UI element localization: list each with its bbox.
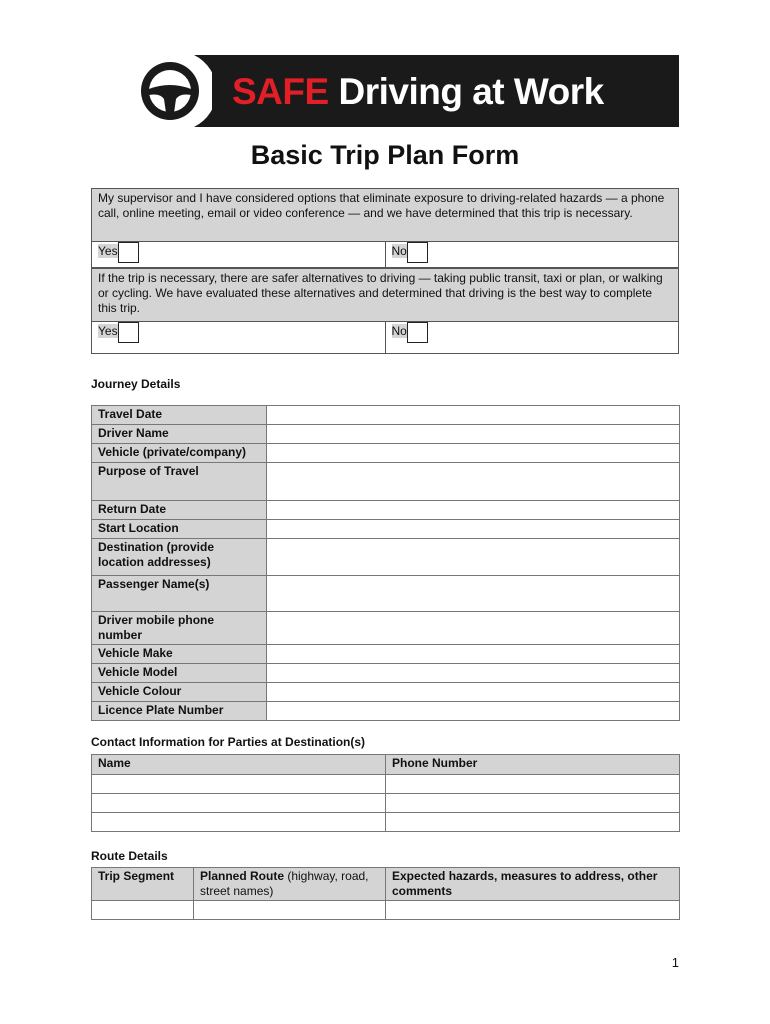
route-table bbox=[91, 867, 680, 920]
passengers-input[interactable] bbox=[267, 576, 680, 612]
table-row bbox=[92, 463, 680, 501]
q1-yes bbox=[92, 242, 385, 267]
mobile-phone-input[interactable] bbox=[267, 612, 680, 645]
contact-phone-input[interactable] bbox=[386, 794, 680, 813]
question-1-text: My supervisor and I have considered options that eliminate exposure to driving-related hazards — a phone call, online meeting, email or video conference — and we have determined that this trip is necessary. bbox=[92, 189, 678, 242]
field-label: Return Date bbox=[92, 501, 267, 520]
table-row bbox=[92, 683, 680, 702]
table-row bbox=[92, 645, 680, 664]
col-phone-header: Phone Number bbox=[386, 755, 680, 775]
col-route-header bbox=[194, 868, 386, 901]
journey-heading: Journey Details bbox=[91, 377, 181, 391]
field-label: Driver Name bbox=[92, 425, 267, 444]
page-title: Basic Trip Plan Form bbox=[250, 140, 520, 170]
field-label: Destination (provide location addresses) bbox=[92, 539, 267, 576]
field-label: Vehicle Colour bbox=[92, 683, 267, 702]
contact-name-input[interactable] bbox=[92, 775, 386, 794]
vehicle-model-input[interactable] bbox=[267, 664, 680, 683]
purpose-input[interactable] bbox=[267, 463, 680, 501]
contacts-table bbox=[91, 754, 680, 832]
table-row bbox=[92, 775, 680, 794]
segment-input[interactable] bbox=[92, 901, 194, 920]
table-row bbox=[92, 425, 680, 444]
q1-yes-label: Yes bbox=[98, 244, 118, 258]
field-label: Passenger Name(s) bbox=[92, 576, 267, 612]
destination-input[interactable] bbox=[267, 539, 680, 576]
col-route-bold: Planned Route bbox=[200, 869, 285, 883]
q2-yes bbox=[92, 322, 385, 353]
table-row bbox=[92, 612, 680, 645]
question-1 bbox=[91, 188, 679, 268]
contact-name-input[interactable] bbox=[92, 794, 386, 813]
col-name-header: Name bbox=[92, 755, 386, 775]
field-label: Purpose of Travel bbox=[92, 463, 267, 501]
contact-phone-input[interactable] bbox=[386, 775, 680, 794]
col-hazards-header: Expected hazards, measures to address, other comments bbox=[386, 868, 680, 901]
table-row bbox=[92, 576, 680, 612]
table-row bbox=[92, 813, 680, 832]
route-input[interactable] bbox=[194, 901, 386, 920]
question-2 bbox=[91, 268, 679, 354]
field-label: Travel Date bbox=[92, 406, 267, 425]
q1-no-checkbox[interactable] bbox=[407, 242, 428, 263]
q1-yes-checkbox[interactable] bbox=[118, 242, 139, 263]
field-label: Driver mobile phone number bbox=[92, 612, 267, 645]
q2-no-checkbox[interactable] bbox=[407, 322, 428, 343]
q1-no-label: No bbox=[391, 244, 407, 258]
vehicle-colour-input[interactable] bbox=[267, 683, 680, 702]
field-label: Vehicle Model bbox=[92, 664, 267, 683]
q1-no bbox=[385, 242, 679, 267]
q2-no-label: No bbox=[391, 324, 407, 338]
field-label: Start Location bbox=[92, 520, 267, 539]
contact-phone-input[interactable] bbox=[386, 813, 680, 832]
return-date-input[interactable] bbox=[267, 501, 680, 520]
table-row bbox=[92, 501, 680, 520]
steering-wheel-icon bbox=[134, 55, 212, 127]
table-row bbox=[92, 755, 680, 775]
brand-rest: Driving at Work bbox=[328, 71, 604, 112]
page-number: 1 bbox=[671, 955, 679, 970]
brand-safe: SAFE bbox=[232, 71, 329, 112]
table-row bbox=[92, 444, 680, 463]
brand-title bbox=[232, 70, 604, 114]
table-row bbox=[92, 664, 680, 683]
col-segment-header: Trip Segment bbox=[92, 868, 194, 901]
col-route-rest: (highway, road, street names) bbox=[200, 869, 369, 898]
field-label: Vehicle Make bbox=[92, 645, 267, 664]
hazards-input[interactable] bbox=[386, 901, 680, 920]
licence-plate-input[interactable] bbox=[267, 702, 680, 721]
table-row bbox=[92, 901, 680, 920]
q2-yes-checkbox[interactable] bbox=[118, 322, 139, 343]
q2-no bbox=[385, 322, 679, 353]
contact-name-input[interactable] bbox=[92, 813, 386, 832]
table-row bbox=[92, 868, 680, 901]
table-row bbox=[92, 794, 680, 813]
start-location-input[interactable] bbox=[267, 520, 680, 539]
table-row bbox=[92, 520, 680, 539]
field-label: Vehicle (private/company) bbox=[92, 444, 267, 463]
field-label: Licence Plate Number bbox=[92, 702, 267, 721]
table-row bbox=[92, 539, 680, 576]
journey-table bbox=[91, 405, 680, 721]
question-2-text: If the trip is necessary, there are safer alternatives to driving — taking public transit, taxi or plan, or walking or cycling. We have evaluated these alternatives and determined that driving is the best way to complete this trip. bbox=[92, 269, 678, 322]
route-heading: Route Details bbox=[91, 849, 168, 863]
table-row bbox=[92, 702, 680, 721]
vehicle-type-input[interactable] bbox=[267, 444, 680, 463]
driver-name-input[interactable] bbox=[267, 425, 680, 444]
table-row bbox=[92, 406, 680, 425]
contacts-heading: Contact Information for Parties at Destination(s) bbox=[91, 735, 366, 749]
q2-yes-label: Yes bbox=[98, 324, 118, 338]
travel-date-input[interactable] bbox=[267, 406, 680, 425]
vehicle-make-input[interactable] bbox=[267, 645, 680, 664]
